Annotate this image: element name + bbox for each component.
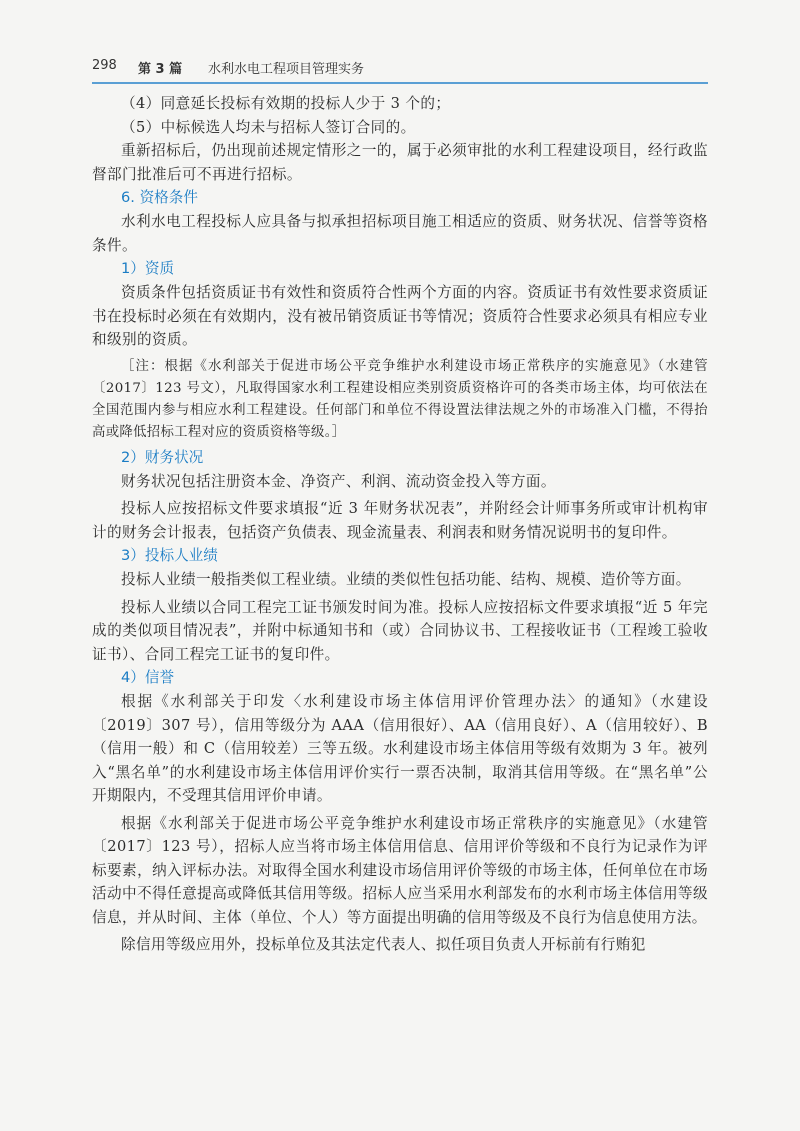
performance-paragraph-1: 投标人业绩一般指类似工程业绩。业绩的类似性包括功能、结构、规模、造价等方面。 xyxy=(121,571,691,588)
book-title: 水利水电工程项目管理实务 xyxy=(208,62,365,77)
credentials-note: ［注：根据《水利部关于促进市场公平竞争维护水利建设市场正常秩序的实施意见》（水建管〔2017〕123 号文），凡取得国家水利工程建设相应类别资质资格许可的各类市场主体，均可依法在全国范围内参与相应水利工程建设。任何部门和单位不得设置法律法规之外的市场准入门槛，不得抬高或降低招标工程对应的资质资格等级。］ xyxy=(92,358,708,440)
qualification-intro: 水利水电工程投标人应具备与拟承担招标项目施工相适应的资质、财务状况、信誉等资格条件。 xyxy=(92,213,708,254)
section-heading-qualification: 6. 资格条件 xyxy=(121,189,198,206)
list-item-5: （5）中标候选人均未与招标人签订合同的。 xyxy=(121,118,416,136)
subheading-credentials: 1）资质 xyxy=(121,260,175,277)
subheading-performance: 3）投标人业绩 xyxy=(121,547,218,564)
subheading-reputation: 4）信誉 xyxy=(121,669,175,686)
reputation-paragraph-2: 根据《水利部关于促进市场公平竞争维护水利建设市场正常秩序的实施意见》（水建管〔2017〕123 号），招标人应当将市场主体信用信息、信用评价等级和不良行为记录作为评标要素，纳入评标办法。对取得全国水利建设市场信用评价等级的市场主体，任何单位在市场活动中不得任意提高或降低其信用等级。招标人应当采用水利部发布的水利市场主体信用等级信息，并从时间、主体（单位、个人）等方面提出明确的信用等级及不良行为信息使用方法。 xyxy=(92,814,708,926)
credentials-paragraph: 资质条件包括资质证书有效性和资质符合性两个方面的内容。资质证书有效性要求资质证书在投标时必须在有效期内，没有被吊销资质证书等情况；资质符合性要求必须具有相应专业和级别的资质。 xyxy=(92,284,708,348)
page-body xyxy=(92,92,708,957)
header-rule xyxy=(92,82,708,84)
performance-paragraph-2: 投标人业绩以合同工程完工证书颁发时间为准。投标人应按招标文件要求填报“近 5 年完成的类似项目情况表”，并附中标通知书和（或）合同协议书、工程接收证书（工程竣工验收证书）、合同工程完工证书的复印件。 xyxy=(92,598,708,663)
page-number: 298 xyxy=(92,58,117,73)
reputation-paragraph-3: 除信用等级应用外，投标单位及其法定代表人、拟任项目负责人开标前有行贿犯 xyxy=(121,936,646,953)
reputation-paragraph-1: 根据《水利部关于印发〈水利建设市场主体信用评价管理办法〉的通知》（水建设〔2019〕307 号），信用等级分为 AAA（信用很好）、AA（信用良好）、A（信用较好）、B（信用一般）和 C（信用较差）三等五级。水利建设市场主体信用等级有效期为 3 年。被列入“黑名单”的水利建设市场主体信用评价实行一票否决制，取消其信用等级。在“黑名单”公开期限内，不受理其信用评价申请。 xyxy=(92,693,708,804)
rebid-paragraph: 重新招标后，仍出现前述规定情形之一的，属于必须审批的水利工程建设项目，经行政监督部门批准后可不再进行招标。 xyxy=(92,142,708,183)
finance-paragraph-1: 财务状况包括注册资本金、净资产、利润、流动资金投入等方面。 xyxy=(121,472,556,490)
running-header xyxy=(92,58,692,80)
list-item-4: （4）同意延长投标有效期的投标人少于 3 个的； xyxy=(121,95,451,112)
subheading-finance: 2）财务状况 xyxy=(121,448,204,466)
finance-paragraph-2: 投标人应按招标文件要求填报“近 3 年财务状况表”，并附经会计师事务所或审计机构审计的财务会计报表，包括资产负债表、现金流量表、利润表和财务情况说明书的复印件。 xyxy=(92,500,708,541)
part-label: 第 3 篇 xyxy=(138,62,183,77)
